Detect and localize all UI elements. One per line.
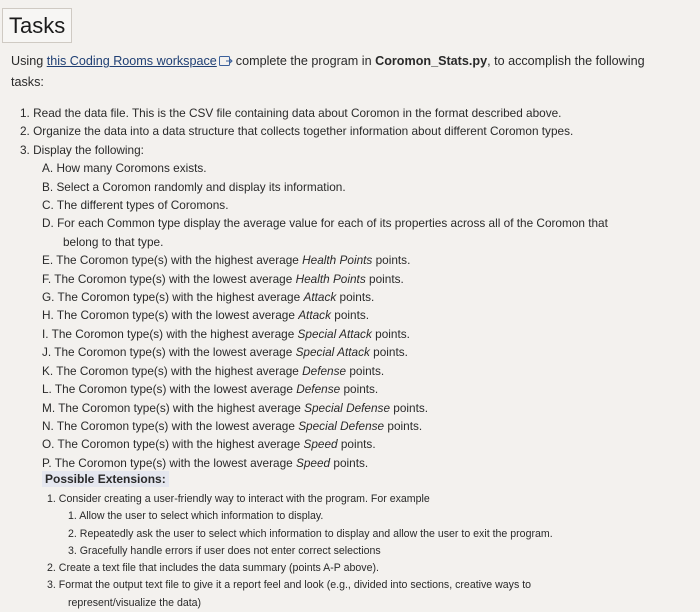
step-3: 3. Display the following: [20, 142, 144, 157]
workspace-link[interactable]: this Coding Rooms workspace [46, 54, 217, 68]
page-title: Tasks [2, 8, 72, 43]
display-item-c: C. The different types of Coromons. [42, 198, 229, 213]
step-2: 2. Organize the data into a data structure that collects together information about different Coromon types. [20, 124, 574, 139]
extension-subitem-1: 1. Allow the user to select which information to display. [68, 510, 324, 523]
display-item-e: E. The Coromon type(s) with the highest average Health Points points. [42, 253, 411, 268]
intro-line2: tasks: [11, 75, 44, 89]
display-item-f: F. The Coromon type(s) with the lowest average Health Points points. [42, 271, 404, 286]
display-item-d: D. For each Common type display the average value for each of its properties across all of the Coromon that [42, 216, 608, 231]
display-item-m: M. The Coromon type(s) with the highest average Special Defense points. [42, 400, 429, 415]
extension-item-2: 2. Create a text file that includes the data summary (points A-P above). [47, 562, 379, 575]
display-item-k: K. The Coromon type(s) with the highest average Defense points. [42, 363, 385, 378]
display-item-l: L. The Coromon type(s) with the lowest average Defense points. [42, 382, 379, 397]
extension-item-1: 1. Consider creating a user-friendly way to interact with the program. For example [47, 493, 430, 505]
intro-paragraph [11, 52, 651, 92]
extension-subitem-3: 3. Gracefully handle errors if user does not enter correct selections [68, 544, 381, 557]
intro-middle: complete the program in [235, 54, 376, 68]
intro-prefix: Using [11, 54, 47, 68]
extension-subitem-2: 2. Repeatedly ask the user to select which information to display and allow the user to exit the program. [68, 527, 553, 540]
display-item-j: J. The Coromon type(s) with the lowest average Special Attack points. [42, 345, 408, 360]
display-item-n: N. The Coromon type(s) with the lowest average Special Defense points. [42, 418, 423, 433]
intro-filename: Coromon_Stats.py [375, 54, 488, 68]
extension-item-3: 3. Format the output text file to give it a report feel and look (e.g., divided into sections, creative ways to [47, 579, 532, 592]
extensions-list [47, 491, 647, 612]
display-item-b: B. Select a Coromon randomly and display its information. [42, 179, 346, 194]
step-1: 1. Read the data file. This is the CSV file containing data about Coromon in the format described above. [20, 106, 562, 120]
intro-suffix: , to accomplish the following [487, 54, 645, 68]
task-steps [20, 104, 650, 472]
display-item-d-cont: belong to that type. [63, 234, 164, 249]
display-item-p: P. The Coromon type(s) with the lowest average Speed points. [42, 455, 369, 470]
extensions-title: Possible Extensions: [42, 471, 169, 487]
display-item-g: G. The Coromon type(s) with the highest average Attack points. [42, 290, 375, 305]
external-link-icon[interactable] [219, 54, 233, 73]
display-list [20, 251, 650, 472]
display-item-a: A. How many Coromons exists. [42, 161, 207, 176]
extension-item-3-cont: represent/visualize the data) [68, 596, 202, 609]
display-item-o: O. The Coromon type(s) with the highest average Speed points. [42, 437, 376, 452]
display-item-i: I. The Coromon type(s) with the highest average Special Attack points. [42, 326, 410, 341]
display-item-h: H. The Coromon type(s) with the lowest average Attack points. [42, 308, 370, 323]
